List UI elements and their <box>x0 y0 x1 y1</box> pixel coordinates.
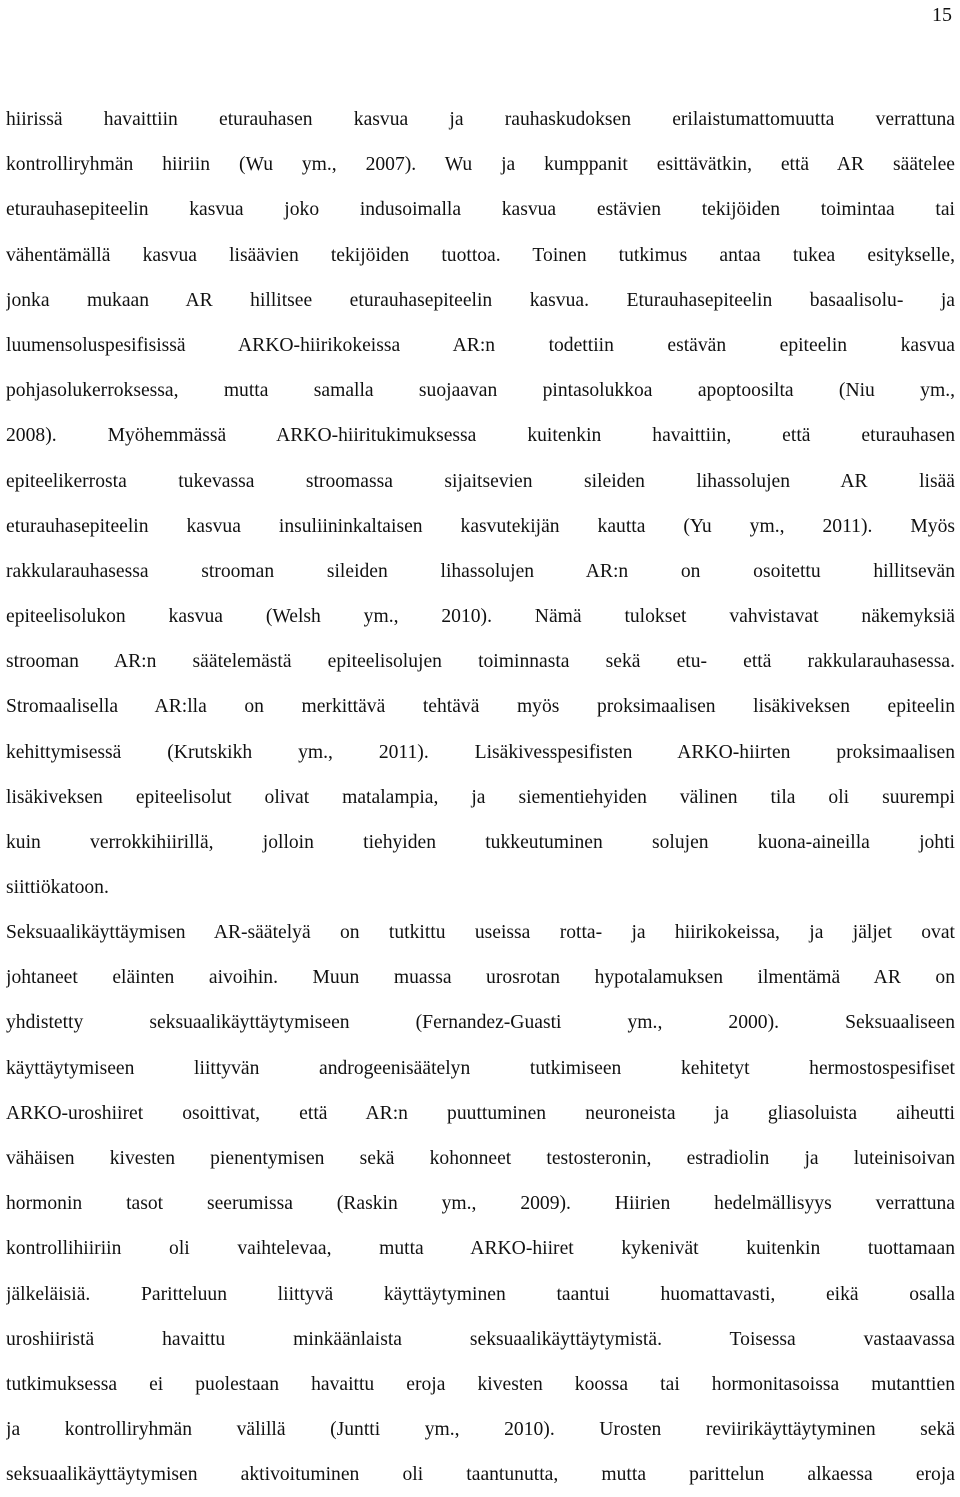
text-line: eturauhasepiteelin kasvua insuliininkaltaisen kasvutekijän kautta (Yu ym., 2011). Myös <box>6 515 955 537</box>
text-line: vähäisen kivesten pienentymisen sekä kohonneet testosteronin, estradiolin ja luteinisoivan <box>6 1147 955 1169</box>
text-line: johtaneet eläinten aivoihin. Muun muassa urosrotan hypotalamuksen ilmentämä AR on <box>6 967 955 989</box>
text-line: epiteelikerrosta tukevassa stroomassa sijaitsevien sileiden lihassolujen AR lisää <box>6 470 955 492</box>
text-line: ARKO-uroshiiret osoittivat, että AR:n puuttuminen neuroneista ja gliasoluista aiheutti <box>6 1102 955 1124</box>
text-line: rakkularauhasessa strooman sileiden lihassolujen AR:n on osoitettu hillitsevän <box>6 560 955 582</box>
text-line: kontrolliryhmän hiiriin (Wu ym., 2007). Wu ja kumppanit esittävätkin, että AR säätelee <box>6 154 955 176</box>
text-line: hormonin tasot seerumissa (Raskin ym., 2009). Hiirien hedelmällisyys verrattuna <box>6 1193 955 1215</box>
text-line: kuin verrokkihiirillä, jolloin tiehyiden tukkeutuminen solujen kuona-aineilla johti <box>6 832 955 853</box>
text-line: Stromaalisella AR:lla on merkittävä tehtävä myös proksimaalisen lisäkiveksen epiteelin <box>6 696 955 718</box>
text-line: 2008). Myöhemmässä ARKO-hiiritukimuksessa kuitenkin havaittiin, että eturauhasen <box>6 425 955 447</box>
text-line: eturauhasepiteelin kasvua joko indusoimalla kasvua estävien tekijöiden toimintaa tai <box>6 199 955 221</box>
text-line: hiirissä havaittiin eturauhasen kasvua ja rauhaskudoksen erilaistumattomuutta verrattuna <box>6 109 955 130</box>
text-line: yhdistetty seksuaalikäyttäytymiseen (Fernandez-Guasti ym., 2000). Seksuaaliseen <box>6 1012 955 1034</box>
text-line: seksuaalikäyttäytymisen aktivoituminen oli taantunutta, mutta parittelun alkaessa eroja <box>6 1464 955 1486</box>
text-line: vähentämällä kasvua lisäävien tekijöiden tuottoa. Toinen tutkimus antaa tukea esitykselle, <box>6 244 955 266</box>
page-number: 15 <box>932 4 952 26</box>
text-line: epiteelisolukon kasvua (Welsh ym., 2010). Nämä tulokset vahvistavat näkemyksiä <box>6 606 955 628</box>
text-line: jälkeläisiä. Paritteluun liittyvä käyttäytyminen taantui huomattavasti, eikä osalla <box>6 1283 955 1305</box>
text-line: Seksuaalikäyttäymisen AR-säätelyä on tutkittu useissa rotta- ja hiirikokeissa, ja jäljet ovat <box>6 922 955 943</box>
text-line: ja kontrolliryhmän välillä (Juntti ym., 2010). Urosten reviirikäyttäytyminen sekä <box>6 1419 955 1441</box>
text-line: luumensoluspesifisissä ARKO-hiirikokeissa AR:n todettiin estävän epiteelin kasvua <box>6 334 955 356</box>
text-line: jonka mukaan AR hillitsee eturauhasepiteelin kasvua. Eturauhasepiteelin basaalisolu- ja <box>6 289 955 311</box>
text-line: uroshiiristä havaittu minkäänlaista seksuaalikäyttäytymistä. Toisessa vastaavassa <box>6 1328 955 1350</box>
text-line: strooman AR:n säätelemästä epiteelisolujen toiminnasta sekä etu- että rakkularauhasessa. <box>6 651 955 673</box>
text-line: kontrollihiiriin oli vaihtelevaa, mutta ARKO-hiiret kykenivät kuitenkin tuottamaan <box>6 1238 955 1260</box>
text-line: tutkimuksessa ei puolestaan havaittu eroja kivesten koossa tai hormonitasoissa mutanttien <box>6 1373 955 1395</box>
text-line: siittiökatoon. <box>6 877 109 899</box>
text-line: lisäkiveksen epiteelisolut olivat matalampia, ja siementiehyiden välinen tila oli suurempi <box>6 786 955 808</box>
paragraph-1 <box>6 97 955 910</box>
text-line: kehittymisessä (Krutskikh ym., 2011). Lisäkivesspesifisten ARKO-hiirten proksimaalisen <box>6 741 955 763</box>
text-line: pohjasolukerroksessa, mutta samalla suojaavan pintasolukkoa apoptoosilta (Niu ym., <box>6 380 955 402</box>
paragraph-2 <box>6 910 955 1497</box>
text-line: käyttäytymiseen liittyvän androgeenisäätelyn tutkimiseen kehitetyt hermostospesifiset <box>6 1057 955 1079</box>
